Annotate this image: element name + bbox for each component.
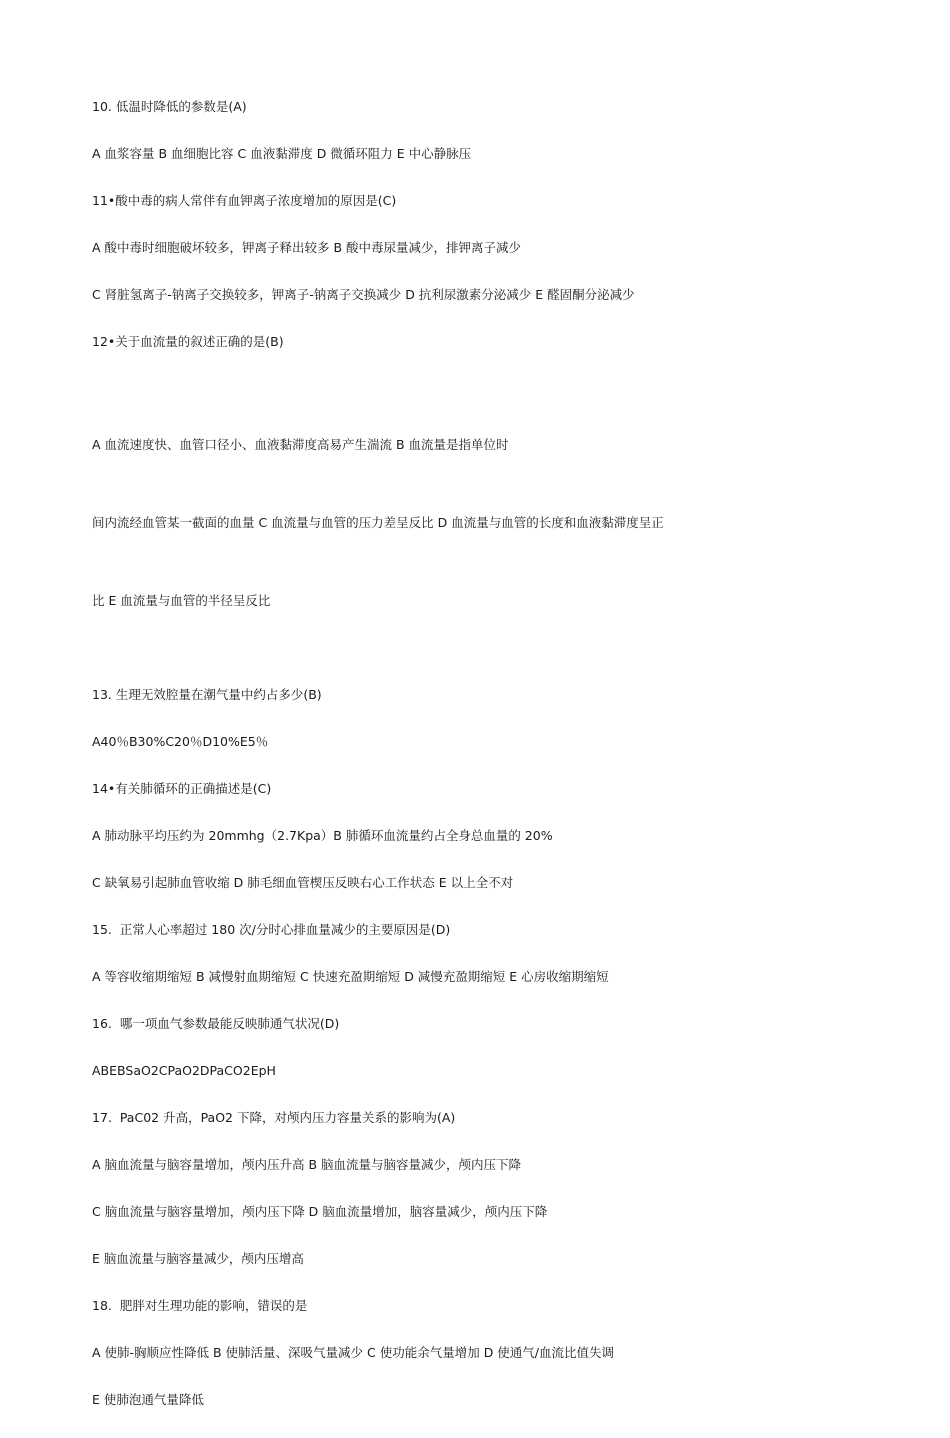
question-11: 11•酸中毒的病人常伴有血钾离子浓度增加的原因是(C) [92, 193, 397, 208]
question-10: 10. 低温时降低的参数是(A) [92, 99, 247, 114]
options-18-a-d: A 使肺-胸顺应性降低 B 使肺活量、深吸气量减少 C 使功能余气量增加 D 使通气/血流比值失调 [92, 1345, 615, 1360]
options-12-line-1: A 血流速度快、血管口径小、血液黏滞度高易产生湍流 B 血流量是指单位时 [92, 437, 509, 452]
question-15: 15. 正常人心率超过 180 次/分时心排血量减少的主要原因是(D) [92, 922, 451, 937]
options-17-c-d: C 脑血流量与脑容量增加，颅内压下降 D 脑血流量增加，脑容量减少，颅内压下降 [92, 1204, 548, 1219]
question-12: 12•关于血流量的叙述正确的是(B) [92, 334, 284, 349]
options-12-line-3: 比 E 血流量与血管的半径呈反比 [92, 593, 271, 608]
question-14: 14•有关肺循环的正确描述是(C) [92, 781, 272, 796]
options-11-c-e: C 肾脏氢离子-钠离子交换较多，钾离子-钠离子交换减少 D 抗利尿激素分泌减少 E 醛固酮分泌减少 [92, 287, 635, 302]
options-18-e: E 使肺泡通气量降低 [92, 1392, 204, 1407]
options-15: A 等容收缩期缩短 B 减慢射血期缩短 C 快速充盈期缩短 D 减慢充盈期缩短 E 心房收缩期缩短 [92, 969, 609, 984]
options-12 [92, 380, 732, 666]
options-14-a-b: A 肺动脉平均压约为 20mmhg（2.7Kpa）B 肺循环血流量约占全身总血量的 20% [92, 828, 553, 843]
question-13: 13. 生理无效腔量在潮气量中约占多少(B) [92, 687, 322, 702]
options-14-c-e: C 缺氧易引起肺血管收缩 D 肺毛细血管楔压反映右心工作状态 E 以上全不对 [92, 875, 514, 890]
question-18: 18. 肥胖对生理功能的影响，错误的是 [92, 1298, 308, 1313]
options-17-a-b: A 脑血流量与脑容量增加，颅内压升高 B 脑血流量与脑容量减少，颅内压下降 [92, 1157, 522, 1172]
question-17: 17. PaC02 升高，PaO2 下降，对颅内压力容量关系的影响为(A) [92, 1110, 456, 1125]
document-page [92, 98, 732, 1438]
options-13: A40％B30%C20％D10%E5％ [92, 734, 269, 749]
options-12-line-2: 间内流经血管某一截面的血量 C 血流量与血管的压力差呈反比 D 血流量与血管的长度和血液黏滞度呈正 [92, 515, 664, 530]
options-16: ABEBSaO2CPaO2DPaCO2EpH [92, 1063, 276, 1078]
question-16: 16. 哪一项血气参数最能反映肺通气状况(D) [92, 1016, 340, 1031]
options-11-a-b: A 酸中毒时细胞破坏较多，钾离子释出较多 B 酸中毒尿量减少，排钾离子减少 [92, 240, 522, 255]
options-17-e: E 脑血流量与脑容量减少，颅内压增高 [92, 1251, 304, 1266]
options-10: A 血浆容量 B 血细胞比容 C 血液黏滞度 D 微循环阻力 E 中心静脉压 [92, 146, 472, 161]
